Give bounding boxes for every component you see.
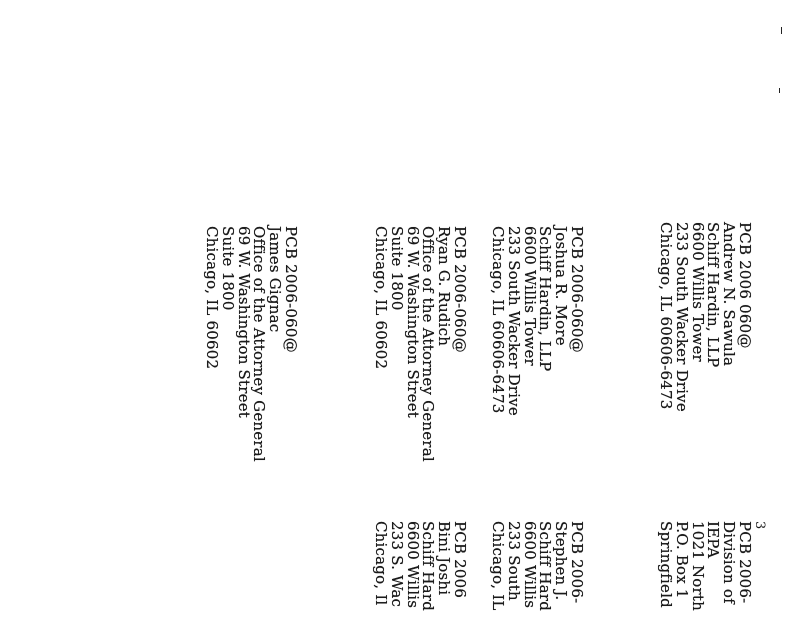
address-line: P.O. Box 1 — [672, 521, 691, 599]
address-line: Schiff Hard — [536, 521, 555, 612]
address-line: PCB 2006- — [736, 521, 754, 604]
address-line: Chicago, IL 60602 — [203, 226, 222, 370]
service-address-block — [489, 226, 584, 416]
address-line: Chicago, IL 60606-6473 — [489, 226, 508, 414]
address-line: 6600 Willis Tower — [520, 226, 539, 366]
address-line: 1021 North — [688, 521, 707, 611]
scan-mark — [779, 88, 780, 93]
scan-mark — [781, 27, 782, 34]
address-line: Chicago, Il — [372, 521, 391, 606]
address-line: PCB 2006-060@ — [282, 226, 300, 353]
page-number: 3 — [752, 521, 767, 530]
address-line: PCB 2006- — [568, 521, 586, 604]
service-address-block — [372, 521, 467, 611]
address-line: Chicago, IL 60602 — [372, 226, 391, 370]
address-line: 233 South — [504, 521, 523, 601]
service-address-block — [657, 521, 752, 611]
address-line: 6600 Willis — [520, 521, 539, 609]
address-line: 6600 Willis Tower — [688, 222, 707, 362]
address-line: Springfield — [657, 521, 676, 608]
address-line: Schiff Hard — [419, 521, 438, 612]
address-line: Division of — [720, 521, 739, 604]
address-line: 6600 Willis — [403, 521, 422, 609]
address-line: Bini Joshi — [435, 521, 454, 596]
address-line: Chicago, IL — [489, 521, 508, 611]
address-line: Joshua R. More — [552, 226, 571, 346]
address-line: Ryan G. Rudich — [435, 226, 454, 347]
service-address-block — [203, 226, 298, 462]
address-line: IEPA — [704, 521, 723, 559]
address-line: 233 South Wacker Drive — [504, 226, 523, 416]
address-line: PCB 2006-060@ — [451, 226, 469, 353]
address-line: PCB 2006 060@ — [736, 222, 754, 349]
address-line: PCB 2006-060@ — [568, 226, 586, 353]
address-line: James Gignac — [266, 226, 285, 333]
address-line: Schiff Hardin, LLP — [704, 222, 723, 368]
address-line: 69 W. Washington Street — [403, 226, 422, 419]
service-address-block — [657, 222, 752, 412]
address-line: Suite 1800 — [218, 226, 237, 311]
address-line: 233 S. Wac — [387, 521, 406, 608]
address-line: 233 South Wacker Drive — [672, 222, 691, 412]
address-line: Office of the Attorney General — [250, 226, 269, 462]
address-line: Schiff Hardin, LLP — [536, 226, 555, 372]
address-line: Stephen J. — [552, 521, 571, 601]
address-line: Suite 1800 — [387, 226, 406, 311]
address-line: 69 W. Washington Street — [234, 226, 253, 419]
service-address-block — [489, 521, 584, 611]
address-line: Andrew N. Sawula — [720, 222, 739, 367]
address-line: Office of the Attorney General — [419, 226, 438, 462]
address-line: PCB 2006 — [451, 521, 469, 599]
address-line: Chicago, IL 60606-6473 — [657, 222, 676, 410]
service-address-block — [372, 226, 467, 462]
